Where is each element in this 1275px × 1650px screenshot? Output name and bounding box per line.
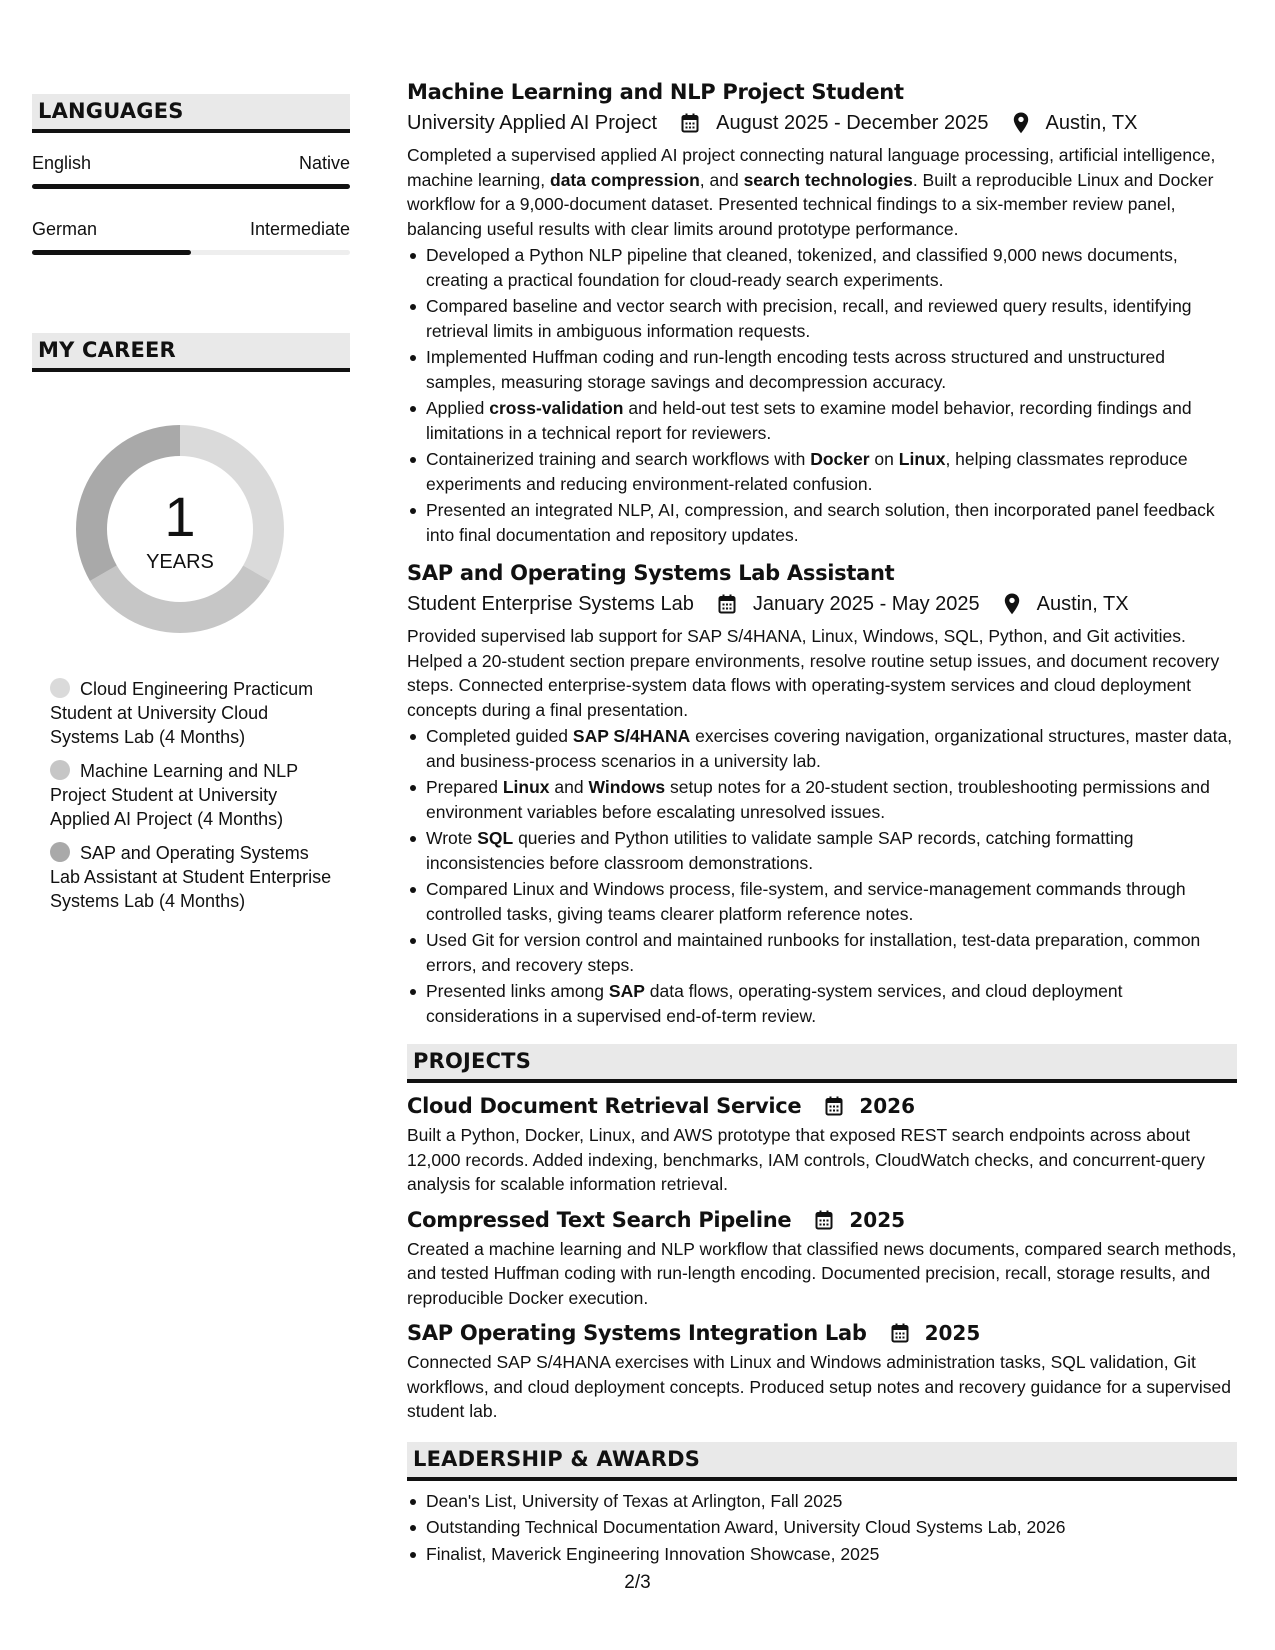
text-run: Completed a supervised applied AI project connecting natural language processing, artificial intelligence, machine learning, xyxy=(407,145,1216,190)
awards-heading: LEADERSHIP & AWARDS xyxy=(407,1442,1237,1481)
project-entry xyxy=(407,1319,1237,1424)
calendar-icon xyxy=(669,113,707,133)
text-run: Implemented Huffman coding and run-length encoding tests across structured and unstructured samples, measuring storage savings and decompression accuracy. xyxy=(426,347,1165,392)
project-header xyxy=(407,1092,1237,1120)
project-entry xyxy=(407,1206,1237,1311)
job-entry xyxy=(407,559,1237,1028)
text-run: Completed guided xyxy=(426,726,573,746)
bold-text: Windows xyxy=(588,777,666,797)
project-header xyxy=(407,1206,1237,1234)
job-dates: August 2025 - December 2025 xyxy=(716,112,989,134)
bullet-item xyxy=(407,775,1237,824)
career-item-text: SAP and Operating Systems Lab Assistant at Student Enterprise Systems Lab (4 Months) xyxy=(50,843,332,911)
bold-text: cross-validation xyxy=(489,398,624,418)
text-run: and held-out test sets to examine model behavior, recording findings and limitations in a technical report for reviewers. xyxy=(426,398,1192,443)
bullet-item xyxy=(407,243,1237,292)
project-description: Connected SAP S/4HANA exercises with Linux and Windows administration tasks, SQL validation, Git workflows, and cloud deployment concepts. Produced setup notes and recovery guidance for a supervised student lab. xyxy=(407,1352,1231,1421)
text-run: Applied xyxy=(426,398,490,418)
award-item: Finalist, Maverick Engineering Innovation Showcase, 2025 xyxy=(407,1542,1237,1567)
job-summary xyxy=(407,143,1237,241)
bullet-item xyxy=(407,979,1237,1028)
text-run: Compared baseline and vector search with precision, recall, and reviewed query results, identifying retrieval limits in ambiguous information requests. xyxy=(426,296,1192,341)
project-title: Cloud Document Retrieval Service xyxy=(407,1094,802,1118)
languages-list xyxy=(32,153,350,255)
job-summary xyxy=(407,624,1237,722)
text-run: Presented links among xyxy=(426,981,609,1001)
text-run: Presented an integrated NLP, AI, compression, and search solution, then incorporated panel feedback into final documentation and repository updates. xyxy=(426,500,1215,545)
bullet-item xyxy=(407,345,1237,394)
text-run: and xyxy=(549,777,589,797)
calendar-icon xyxy=(813,1096,851,1116)
languages-heading: LANGUAGES xyxy=(32,94,350,133)
language-level: Intermediate xyxy=(249,219,350,239)
text-run: data flows, operating-system services, and cloud deployment considerations in a supervised end-of-term review. xyxy=(426,981,1123,1026)
career-item-text: Cloud Engineering Practicum Student at University Cloud Systems Lab (4 Months) xyxy=(50,679,314,747)
text-run: Provided supervised lab support for SAP S/4HANA, Linux, Windows, SQL, Python, and Git activities. Helped a 20-student section prepare environments, resolve routine setup issues, and document recovery steps. Connected enterprise-system data flows with operating-system services and cloud deployment concepts during a final presentation. xyxy=(407,626,1220,720)
experience-section xyxy=(407,78,1237,1028)
text-run: Used Git for version control and maintained runbooks for installation, test-data preparation, common errors, and recovery steps. xyxy=(426,930,1201,975)
job-location: Austin, TX xyxy=(1045,112,1138,134)
job-bullets xyxy=(407,243,1237,547)
text-run: Containerized training and search workflows with xyxy=(426,449,811,469)
language-proficiency-bar xyxy=(32,250,350,255)
job-organization: Student Enterprise Systems Lab xyxy=(407,593,694,615)
bold-text: data compression xyxy=(550,169,700,190)
job-meta xyxy=(407,109,1237,137)
text-run: on xyxy=(869,449,899,469)
career-item-text: Machine Learning and NLP Project Student at University Applied AI Project (4 Months) xyxy=(50,761,298,829)
job-dates: January 2025 - May 2025 xyxy=(752,593,980,615)
text-run: Developed a Python NLP pipeline that cleaned, tokenized, and classified 9,000 news documents, creating a practical foundation for cloud-ready search experiments. xyxy=(426,245,1178,290)
bold-text: search technologies xyxy=(743,169,913,190)
project-year: 2026 xyxy=(859,1094,916,1118)
job-location: Austin, TX xyxy=(1036,593,1129,615)
text-run: Wrote xyxy=(426,828,478,848)
main-column xyxy=(407,78,1237,1568)
language-item xyxy=(32,219,350,255)
job-title: Machine Learning and NLP Project Student xyxy=(407,80,904,104)
project-description: Built a Python, Docker, Linux, and AWS prototype that exposed REST search endpoints across about 12,000 records. Added indexing, benchmarks, IAM controls, CloudWatch checks, and concurrent-query analysis for scalable information retrieval. xyxy=(407,1125,1205,1194)
language-proficiency-bar xyxy=(32,184,350,189)
bold-text: SQL xyxy=(477,828,514,848)
bold-text: SAP S/4HANA xyxy=(572,726,691,746)
job-title: SAP and Operating Systems Lab Assistant xyxy=(407,561,895,585)
award-item: Dean's List, University of Texas at Arlington, Fall 2025 xyxy=(407,1489,1237,1514)
sidebar xyxy=(32,94,350,923)
map-pin-icon xyxy=(992,593,1028,615)
text-run: exercises covering navigation, organizational structures, master data, and business-process scenarios in a university lab. xyxy=(426,726,1233,771)
bullet-item xyxy=(407,877,1237,926)
award-item: Outstanding Technical Documentation Award, University Cloud Systems Lab, 2026 xyxy=(407,1515,1237,1540)
page-number: 2/3 xyxy=(624,1572,651,1593)
bullet-item xyxy=(407,928,1237,977)
career-years-value: 1 xyxy=(164,485,196,548)
text-run: , and xyxy=(699,169,744,190)
career-heading: MY CAREER xyxy=(32,333,350,372)
language-item xyxy=(32,153,350,189)
projects-section xyxy=(407,1092,1237,1424)
text-run: Prepared xyxy=(426,777,503,797)
career-donut-chart xyxy=(66,415,294,643)
projects-heading: PROJECTS xyxy=(407,1044,1237,1083)
calendar-icon xyxy=(879,1323,917,1343)
text-run: queries and Python utilities to validate sample SAP records, catching formatting inconsistencies before classroom demonstrations. xyxy=(426,828,1134,873)
project-description: Created a machine learning and NLP workflow that classified news documents, compared search methods, and tested Huffman coding with run-length encoding. Documented precision, recall, storage results, and reproducible Docker execution. xyxy=(407,1238,1237,1308)
job-entry xyxy=(407,78,1237,547)
language-name: English xyxy=(32,153,92,173)
map-pin-icon xyxy=(1001,112,1037,134)
text-run: setup notes for a 20-student section, troubleshooting permissions and environment variables before escalating unresolved issues. xyxy=(426,777,1210,822)
project-header xyxy=(407,1319,1237,1347)
language-proficiency-fill xyxy=(32,184,350,189)
text-run: Compared Linux and Windows process, file-system, and service-management commands through controlled tasks, giving teams clearer platform reference notes. xyxy=(426,879,1186,924)
language-name: German xyxy=(32,219,98,239)
career-years-label: YEARS xyxy=(146,551,214,573)
project-year: 2025 xyxy=(849,1207,906,1232)
text-run: , helping classmates reproduce experiments and reducing environment-related confusion. xyxy=(426,449,1188,494)
language-row xyxy=(32,153,350,174)
career-list xyxy=(50,677,340,913)
language-level: Native xyxy=(298,153,350,173)
legend-dot-icon xyxy=(50,760,70,780)
language-proficiency-fill xyxy=(32,250,191,255)
bold-text: Docker xyxy=(810,449,870,469)
legend-dot-icon xyxy=(50,678,70,698)
bullet-item xyxy=(407,447,1237,496)
bold-text: Linux xyxy=(502,777,550,797)
career-item xyxy=(50,759,340,831)
career-item xyxy=(50,841,340,913)
career-item xyxy=(50,677,340,749)
project-entry xyxy=(407,1092,1237,1197)
bullet-item xyxy=(407,498,1237,547)
bullet-item xyxy=(407,724,1237,773)
project-title: SAP Operating Systems Integration Lab xyxy=(407,1321,867,1345)
awards-list xyxy=(407,1489,1237,1567)
donut-segment xyxy=(90,566,270,634)
bullet-item xyxy=(407,396,1237,445)
calendar-icon xyxy=(803,1210,841,1230)
job-meta xyxy=(407,590,1237,618)
language-row xyxy=(32,219,350,240)
calendar-icon xyxy=(706,594,744,614)
text-run: . Built a reproducible Linux and Docker workflow for a 9,000-document dataset. Presented technical findings to a six-member review panel, balancing useful results with clear limits around prototype performance. xyxy=(407,169,1214,239)
bullet-item xyxy=(407,294,1237,343)
project-title: Compressed Text Search Pipeline xyxy=(407,1207,792,1232)
bold-text: SAP xyxy=(608,981,645,1001)
job-organization: University Applied AI Project xyxy=(407,112,658,134)
project-year: 2025 xyxy=(924,1321,981,1345)
bold-text: Linux xyxy=(898,449,946,469)
bullet-item xyxy=(407,826,1237,875)
job-bullets xyxy=(407,724,1237,1028)
legend-dot-icon xyxy=(50,842,70,862)
